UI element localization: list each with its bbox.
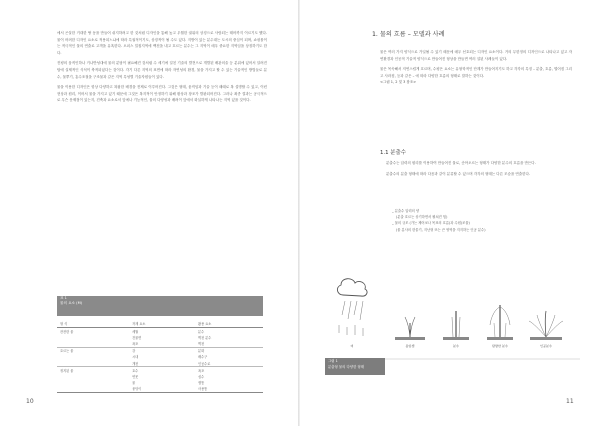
page-number: 11: [566, 398, 574, 405]
table-header: 자재 요소: [129, 319, 195, 328]
figure-caption-title: 분출형 물의 다양한 형태: [328, 364, 364, 369]
table-cell: 분수: [195, 328, 263, 335]
figure-label: 용암샘: [405, 344, 415, 348]
figure-label: 인공분수: [540, 344, 552, 348]
body-text: [57, 30, 267, 104]
table-cell: 물: [132, 381, 136, 386]
list-item: (분출 흐르는 상기하면서 펼쳐진 힘): [396, 215, 448, 220]
table-cell: 벽천 분수: [198, 335, 212, 340]
table-cell: 세월: [129, 328, 195, 335]
rain-icon: [337, 279, 367, 336]
table-cell: 흐르는 물: [57, 347, 129, 354]
table-cell: 건물면: [132, 335, 142, 340]
table-cell: 인공수로: [198, 361, 211, 366]
water-elements-table: [57, 319, 263, 393]
section-title: 1. 물의 흐름 – 모델과 사례: [372, 31, 445, 38]
table-cell: 호수: [129, 367, 195, 374]
paragraph: 분출수는 압력의 원리를 이용하여 만들어진 물로, 솟아오르는 형태가 다양한 분수의 흐름을 만든다.: [386, 161, 536, 165]
list-item: (물 분사의 한울기, 지난형 또는 큰 영역을 지지하는 인공 분수): [396, 227, 486, 232]
list-item: _ 물의 규모 (가는 제어코나 목표의 흐름)과 수원(조물): [392, 221, 470, 226]
table-cell: 시내: [132, 355, 139, 360]
table-row: [57, 328, 263, 335]
table-cell: 폭포: [195, 367, 263, 374]
table-cell: 벽천: [198, 341, 205, 346]
subsection-title: 1.1 분출수: [380, 150, 406, 156]
table-row: [57, 386, 263, 393]
table-row: [57, 367, 263, 374]
table-caption-label: 표 1: [60, 296, 67, 300]
spray-fountain-icon: [529, 311, 563, 340]
table-cell: 잔잔한 물: [57, 328, 129, 335]
paragraph: 물은 목속해서 저연스럽게 흐르며, 수평은 요소는 유형학적인 단계가 만들어지기도 하고 각각의 특징 – 분출, 흐름, 떨어짐 그리고 사라짐, 등과 같은 – 에 따라 다양한 흐름의 형태로 말하는 것이다.: [380, 67, 572, 78]
figure-label: 분수: [453, 344, 459, 348]
table-cell: 강: [129, 347, 195, 354]
table-cell: 연못: [132, 374, 139, 379]
tiered-fountain-icon: [487, 305, 513, 340]
paragraph: 진평의 움직인하나 거나반성대에 물의 분담이 필요해진 것처럼 수 세기에 걸친 기술의 발전으로 개발된 배관의술 등 분위에 있어서 알려진 탑에 실제적인 식석이 축적되었다는 것이다. 각기 다른 지역의 표면에 따라 자연성의 환경, 물을 가지고 할 수 있는 기술적인 방법들로 분수, 물뿌기, 흥수조절을 구조물과 같은 지역 특성별 기술자원들이 있다.: [57, 61, 267, 79]
figure-caption: [325, 358, 385, 375]
table-cell: 샘통: [198, 381, 205, 386]
table-row: [57, 347, 263, 354]
figure-caption-label: 그림 1: [328, 359, 338, 363]
table-row: [57, 360, 263, 367]
table-caption-title: 물의 요소 (M): [60, 301, 83, 305]
figure-reference: <그림 1, 2 및 3 참조>: [380, 80, 417, 85]
list-item: _ 분출수 압력의 양: [392, 209, 420, 213]
table-cell: 심수: [198, 374, 205, 379]
paragraph: 물은 여러 가지 양식으로 가일될 수 있기 때문에 매우 선호되는 디자인 요소이다. 거의 무한정의 디자인으로 나타나고 있고 자연환경과 인공적 기술적 양식으로 만들어진 형상을 만들면 여러 설된 사례들이 있다.: [380, 50, 572, 61]
paragraph: 분출수의 분출 형태에 따라 다음과 같이 분류할 수 있으며 각각의 형태는 다른 모습을 연출한다.: [386, 171, 531, 176]
table-cell: 배수구: [198, 355, 208, 360]
table-cell: 폭포: [132, 341, 139, 346]
paragraph: 에서 곤살한 거대한 땅 동을 만들어 쉬지하려고 한 것처럼 디자인을 통해 높고 우월한 권위의 상징으로 사람되는 태어까지 이르기도 했다. 물이 어려한 디자인 요소로 적용되느냐에 따라 특권적이기도, 상징적이 될 수도 있다. 지방이 있는 분수대는 도시의 중심이 되며, 쇼핑몰이는 적극적인 물의 연출로 고객을 유혹한다. 오피스 밀집지역에 백천을 내고 흐르는 분수는 그 지역이 매우 중요한 지역임을 상징하기도 한다.: [57, 31, 267, 55]
table-cell: 사용통: [195, 386, 263, 393]
table-row: [57, 340, 263, 347]
figure-label: 탐방한 분수: [492, 344, 508, 348]
page-number: 10: [26, 398, 34, 405]
table-caption: [57, 296, 263, 316]
table-cell: 정지된 물: [57, 367, 129, 374]
table-cell: 개천: [132, 361, 139, 366]
table-header: 형 식: [57, 319, 129, 328]
spring-icon: [395, 317, 425, 340]
intro-text: [380, 49, 572, 86]
table-header: 활용 요소: [195, 319, 263, 328]
table-cell: 분화: [195, 347, 263, 354]
fountain-icon: [443, 311, 469, 340]
paragraph: 물을 이용한 디자인은 항상 다양하고 복잡한 배경을 전제로 이루어진다. 그것은 형태, 움직임과 기술 등이 때때로 복 설명할 수 있고, 이런 현상과 원리, 이어서 물을 가지고 있기 때문에 그것은 복지적이 안정하기 위해 환상과 창조가 발판되어진다. 그러나 최종 결과는 공극적으로 무슨 문제점이 있는지, 건축과 요소로서 앞에나 기능적인, 물의 다양성과 배려이 앞에서 화실하게 나타나는 지역 있을 것이다.: [57, 85, 267, 103]
table-cell: 웅덩이: [129, 386, 195, 393]
bullet-list: [392, 208, 572, 233]
right-page: [300, 0, 600, 426]
figure-label: 비: [350, 344, 354, 348]
subsection-text: [386, 160, 572, 177]
